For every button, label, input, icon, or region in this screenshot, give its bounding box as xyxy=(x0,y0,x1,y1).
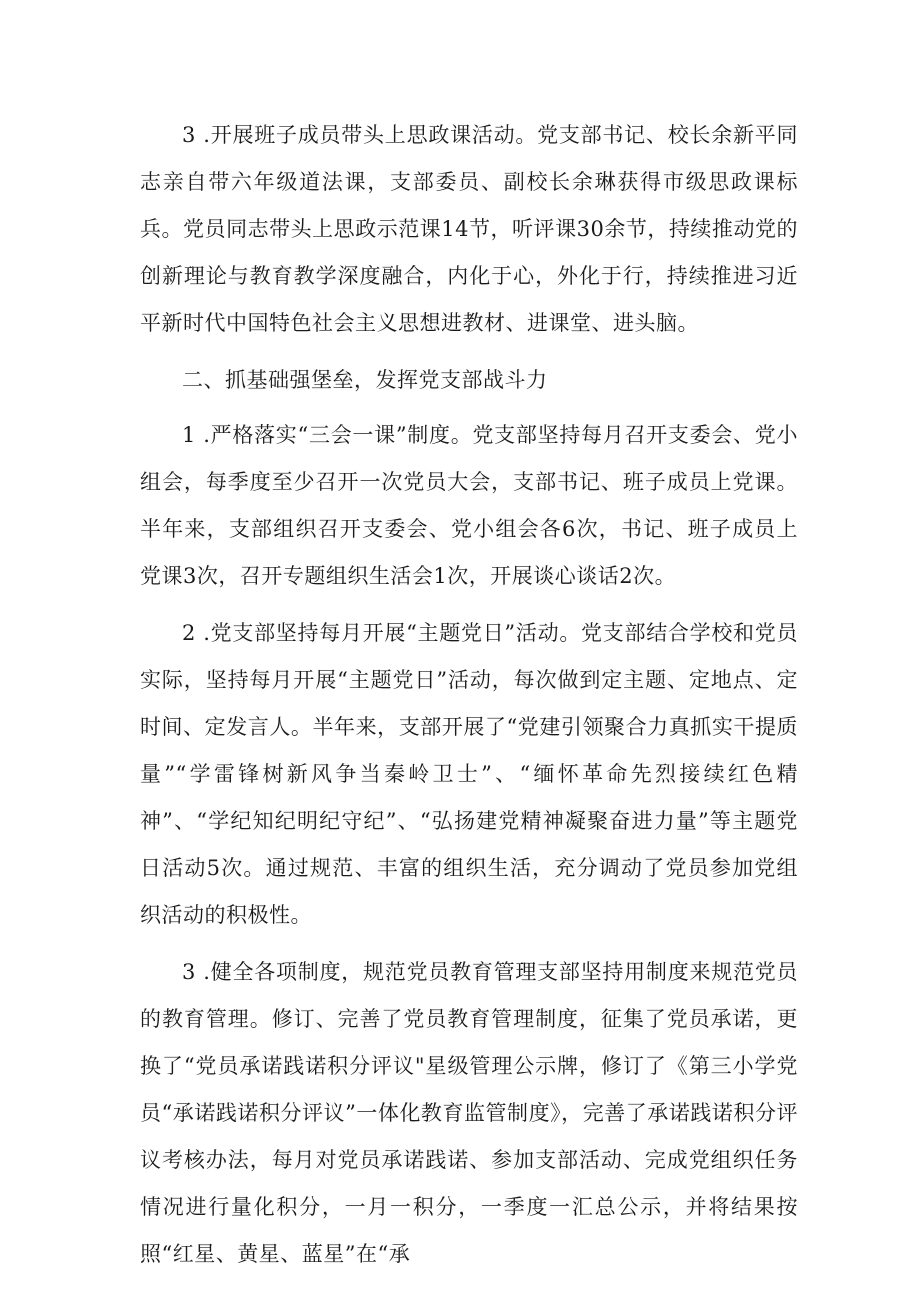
paragraph-item-3: 3 .健全各项制度，规范党员教育管理支部坚持用制度来规范党员的教育管理。修订、完善了党员教育管理制度，征集了党员承诺，更换了“党员承诺践诺积分评议"星级管理公示牌，修订了《第三小学党员“承诺践诺积分评议”一体化教育监管制度》，完善了承诺践诺积分评议考核办法，每月对党员承诺践诺、参加支部活动、完成党组织任务情况进行量化积分，一月一积分，一季度一汇总公示，并将结果按照“红星、黄星、蓝星”在“承 xyxy=(140,960,798,1266)
paragraph-item-1: 1 .严格落实“三会一课”制度。党支部坚持每月召开支委会、党小组会，每季度至少召开一次党员大会，支部书记、班子成员上党课。半年来，支部组织召开支委会、党小组会各6次，书记、班子成员上党课3次，召开专题组织生活会1次，开展谈心谈话2次。 xyxy=(140,423,798,588)
section-heading-2: 二、抓基础强堡垒，发挥党支部战斗力 xyxy=(182,368,548,392)
paragraph-item-2: 2 .党支部坚持每月开展“主题党日”活动。党支部结合学校和党员实际，坚持每月开展“主题党日”活动，每次做到定主题、定地点、定时间、定发言人。半年来，支部开展了“党建引领聚合力真抓实干提质量”“学雷锋树新风争当秦岭卫士”、“缅怀革命先烈接续红色精神”、“学纪知纪明纪守纪”、“弘扬建党精神凝聚奋进力量”等主题党日活动5次。通过规范、丰富的组织生活，充分调动了党员参加党组织活动的积极性。 xyxy=(140,621,798,927)
paragraph-section-item-3: 3 .开展班子成员带头上思政课活动。党支部书记、校长余新平同志亲自带六年级道法课，支部委员、副校长余琳获得市级思政课标兵。党员同志带头上思政示范课14节，听评课30余节，持续推动党的创新理论与教育教学深度融合，内化于心，外化于行，持续推进习近平新时代中国特色社会主义思想进教材、进课堂、进头脑。 xyxy=(140,123,798,335)
